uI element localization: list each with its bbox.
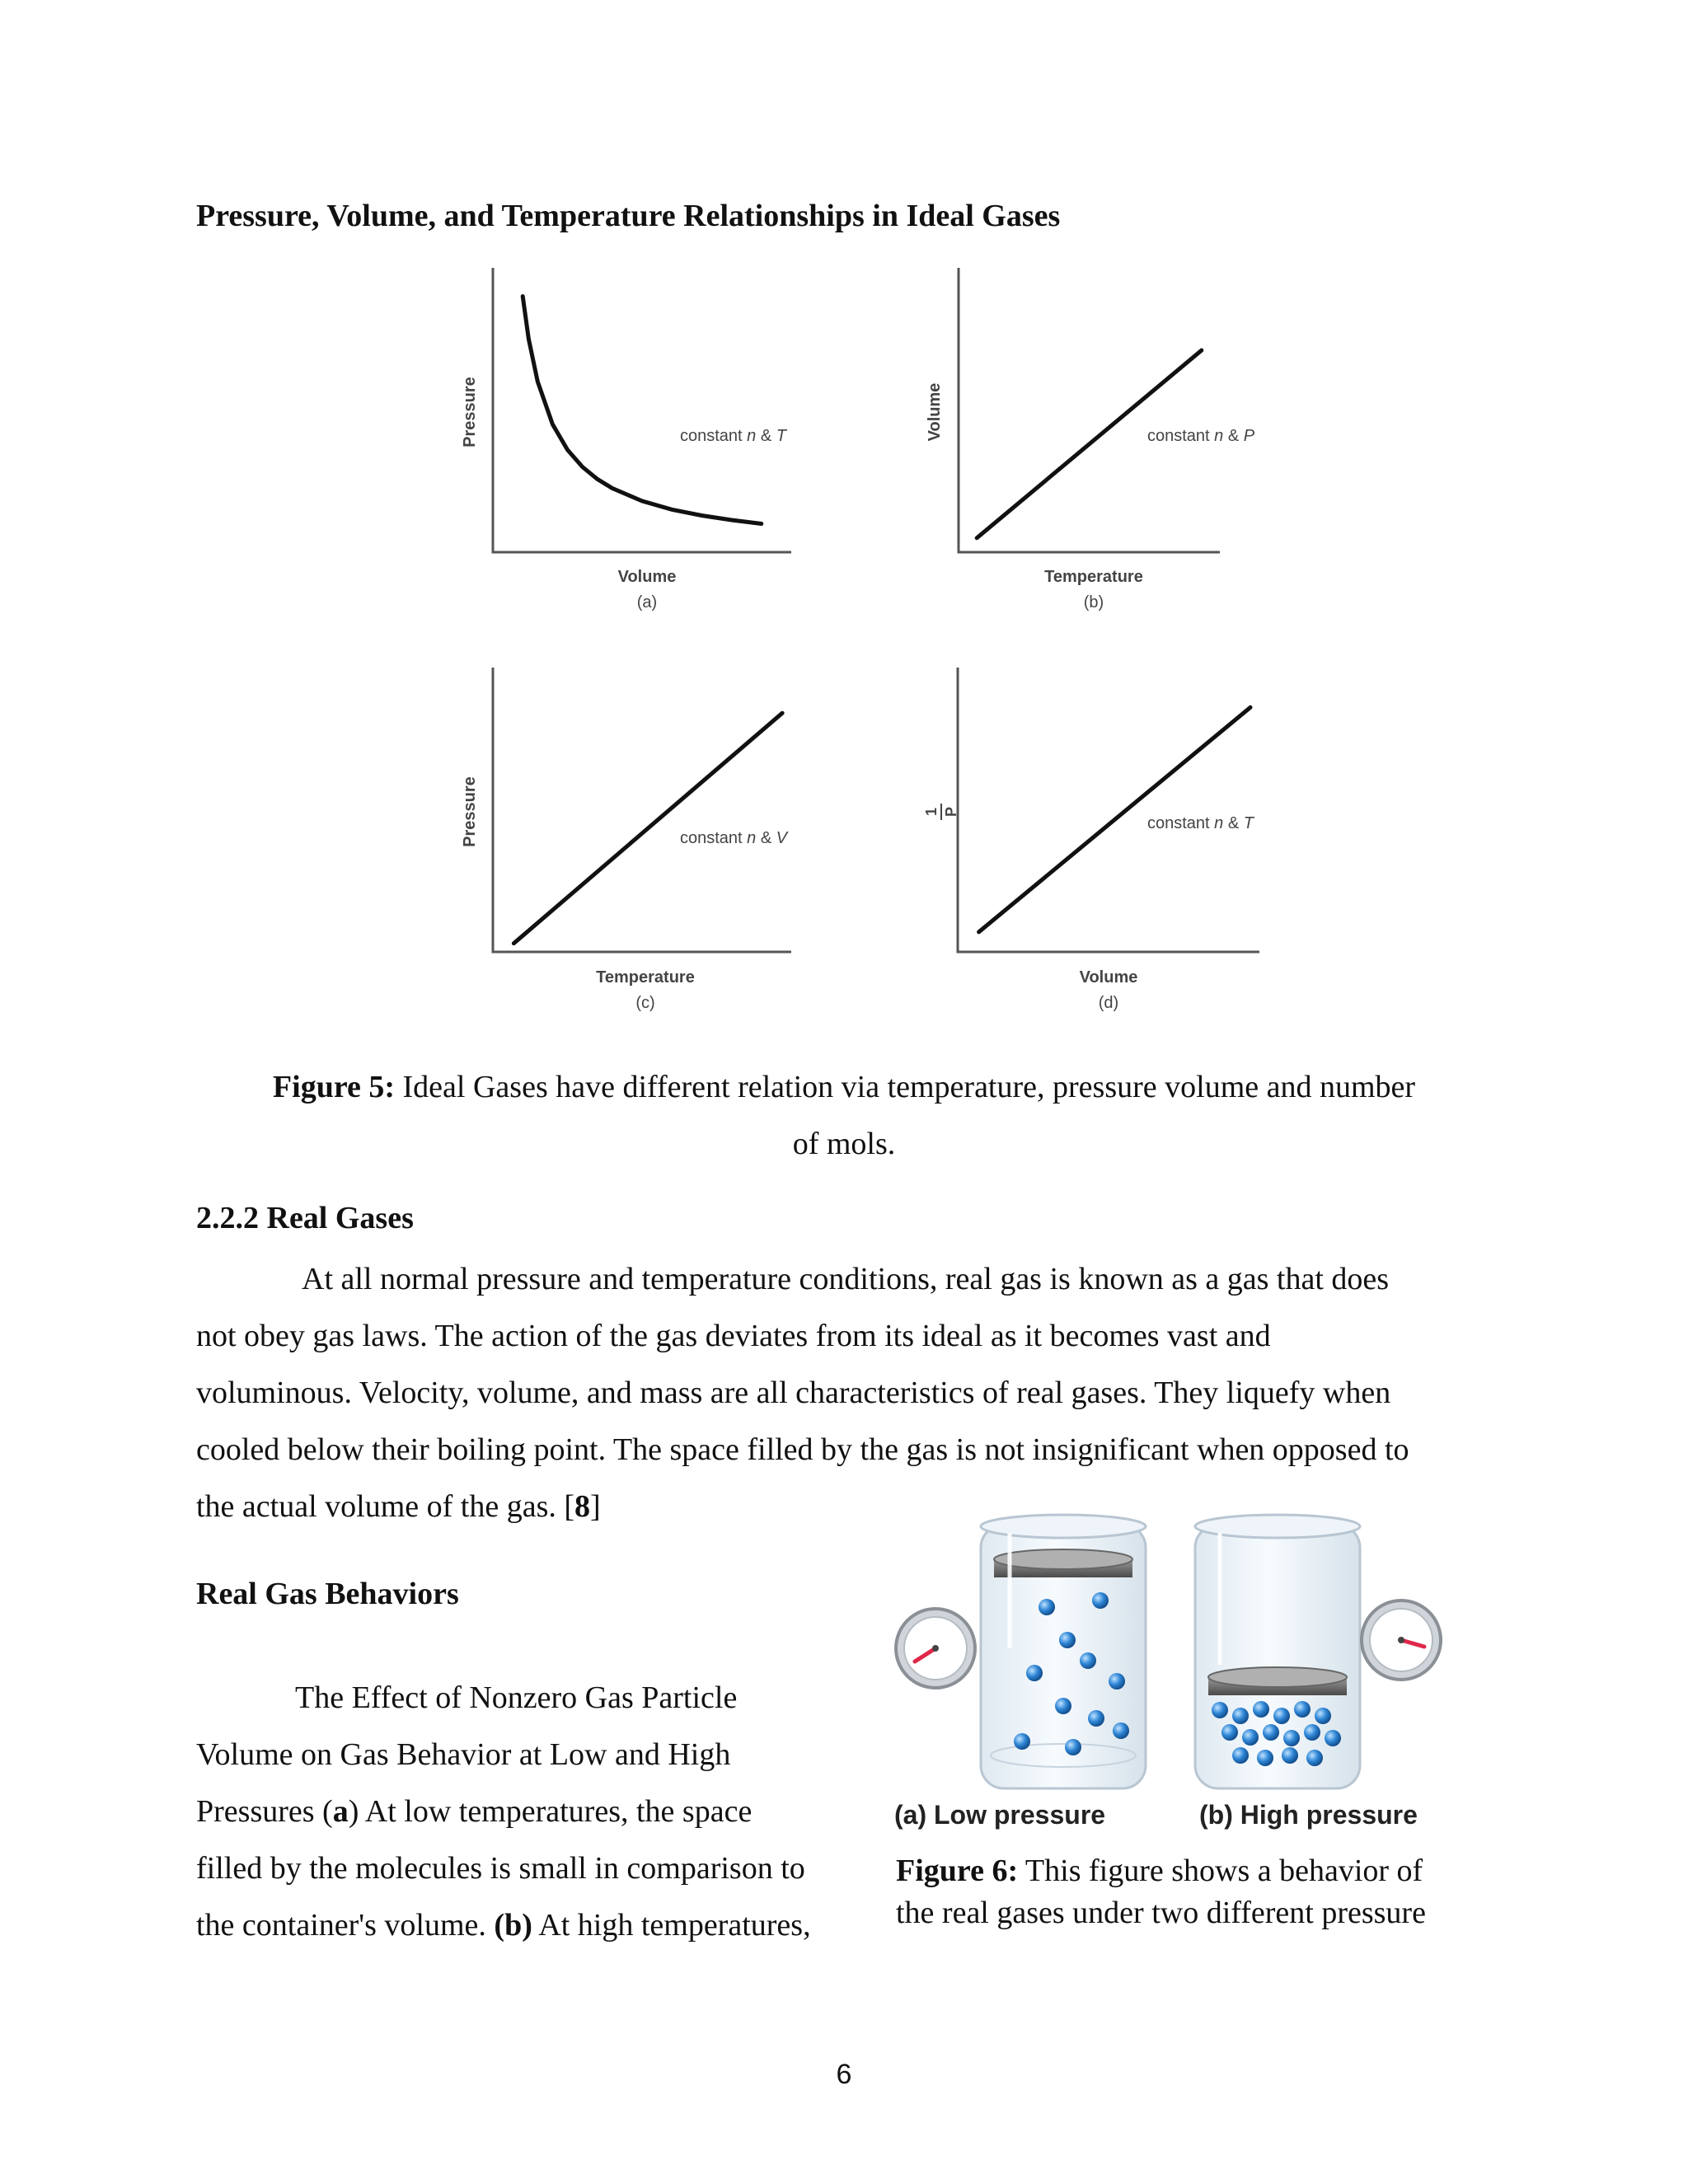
panel-c-xlabel: Temperature (596, 968, 695, 987)
panel-c-label: (c) (635, 994, 655, 1012)
panel-d-annotation: constant n & T (1147, 814, 1254, 832)
panel-d-xlabel: Volume (1079, 968, 1138, 987)
figure5-label: Figure 5: (272, 1070, 396, 1104)
panel-b-axes (959, 268, 1220, 552)
citation-ref: 8 (574, 1489, 591, 1524)
panel-a-xlabel: Volume (617, 568, 677, 586)
para2-line5: the container's volume. (b) At high temperatures, (196, 1908, 811, 1943)
panel-c (461, 668, 791, 1012)
figure6-caption-label: Figure 6: (896, 1854, 1019, 1888)
pressure-gauge-right (1362, 1601, 1441, 1680)
cylinder-low-pressure (981, 1515, 1146, 1788)
panel-d-ylabel (923, 804, 959, 820)
svg-text:1: 1 (923, 807, 940, 817)
figure5-caption-line1: Figure 5: Ideal Gases have different relation via temperature, pressure volume and number (272, 1070, 1416, 1104)
section-title: Pressure, Volume, and Temperature Relationships in Ideal Gases (196, 199, 1061, 233)
real-gas-behaviors-paragraph (196, 1670, 856, 1954)
section-heading-real-gas-behaviors: Real Gas Behaviors (196, 1577, 459, 1611)
panel-a-curve (523, 297, 762, 524)
cylinder-high-pressure (1195, 1515, 1360, 1788)
figure6-caption-line1: Figure 6: This figure shows a behavior of (896, 1854, 1423, 1888)
panel-a-label: (a) (636, 593, 658, 612)
panel-c-axes (493, 668, 791, 952)
panel-a-annotation: constant n & T (680, 427, 786, 445)
figure6-caption (896, 1850, 1489, 1934)
svg-text:P: P (943, 806, 959, 818)
figure5-caption (196, 1059, 1492, 1173)
para1-line5: the actual volume of the gas. [8] (196, 1489, 601, 1524)
para1-line4: cooled below their boiling point. The space filled by the gas is not insignificant when opposed to (196, 1432, 1409, 1467)
para2-line3: Pressures (a) At low temperatures, the space (196, 1794, 753, 1829)
panel-b-label: (b) (1083, 593, 1104, 612)
panel-b-annotation: constant n & P (1147, 427, 1255, 445)
panel-b-ylabel: Volume (926, 382, 944, 442)
figure5-caption-line2: of mols. (792, 1127, 896, 1161)
panel-a-axes (493, 268, 791, 552)
figure6-label-high-pressure: (b) High pressure (1199, 1800, 1418, 1830)
real-gases-paragraph (196, 1251, 1498, 1535)
panel-a (461, 268, 791, 612)
panel-c-line (513, 713, 782, 943)
panel-a-ylabel: Pressure (461, 377, 479, 448)
panel-b-xlabel: Temperature (1044, 568, 1143, 586)
para1-line1: At all normal pressure and temperature conditions, real gas is known as a gas that does (302, 1262, 1390, 1296)
panel-b (926, 268, 1255, 612)
panel-c-ylabel: Pressure (461, 776, 479, 847)
panel-d-axes (958, 668, 1259, 952)
para1-line2: not obey gas laws. The action of the gas deviates from its ideal as it becomes vast and (196, 1319, 1271, 1353)
page-number: 6 (836, 2059, 852, 2090)
figure6-caption-line2: the real gases under two different pressure (896, 1896, 1426, 1930)
figure6-label-low-pressure: (a) Low pressure (894, 1800, 1106, 1830)
para1-line3: voluminous. Velocity, volume, and mass are all characteristics of real gases. They liquefy when (196, 1376, 1391, 1410)
panel-d (923, 668, 1259, 1012)
panel-c-annotation: constant n & V (680, 829, 788, 847)
para2-line2: Volume on Gas Behavior at Low and High (196, 1737, 731, 1772)
pressure-gauge-left (896, 1609, 975, 1688)
panel-d-label: (d) (1098, 994, 1119, 1012)
para2-line1: The Effect of Nonzero Gas Particle (295, 1680, 738, 1715)
para2-line4: filled by the molecules is small in comparison to (196, 1851, 805, 1886)
figure5-charts (445, 255, 1302, 1030)
section-heading-real-gases: 2.2.2 Real Gases (196, 1201, 414, 1235)
